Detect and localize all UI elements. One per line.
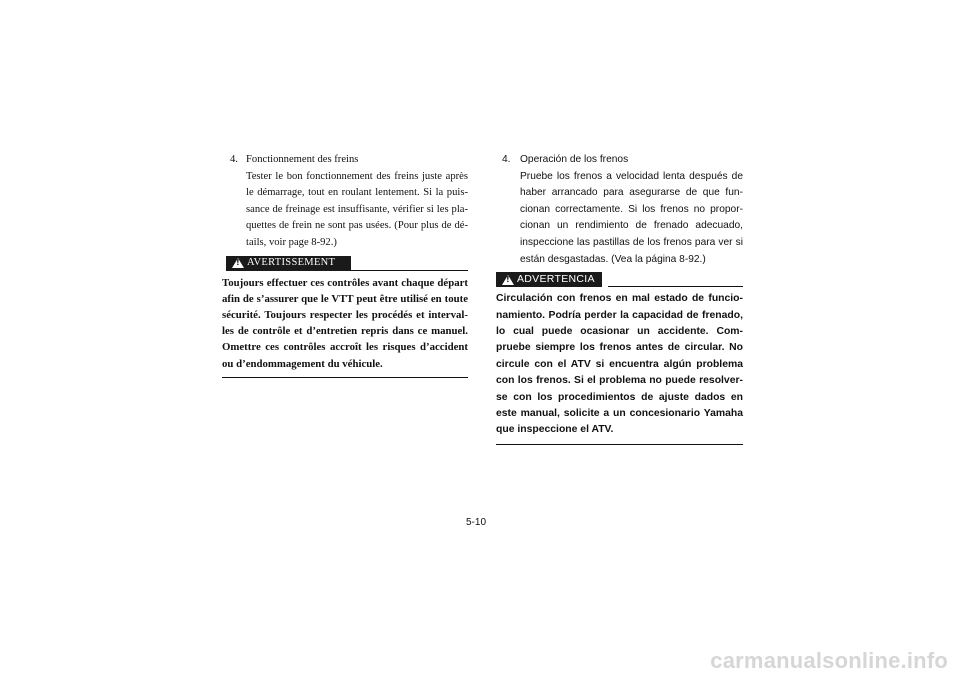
step-body: Pruebe los frenos a velocidad lenta después de haber arrancado para asegurarse de que funcionan correctamente. Si los frenos no proporcionan un rendimiento de frenado adecuado, inspeccione las pastillas de los frenos para ver si están desgastadas. (Vea la página 8-92.): [520, 170, 743, 265]
step-item: [222, 152, 468, 252]
page-number: 5-10: [466, 517, 487, 528]
warning-label: AVERTISSEMENT: [247, 256, 336, 268]
step-number: 4.: [230, 154, 238, 165]
warning-header: [222, 256, 468, 273]
step-number: 4.: [502, 154, 511, 165]
warning-rule: [608, 286, 743, 287]
warning-badge: [496, 272, 602, 287]
step-title: Operación de los frenos: [520, 154, 629, 165]
warning-end-rule: [496, 444, 743, 445]
warning-text: Toujours effectuer ces contrôles avant chaque départ afin de s’assurer que le VTT peut être utilisé en toute sécurité. Toujours respecter les procédés et intervalles de contrôle et d’entretien repris dans ce manuel. Omettre ces contrôles accroît les risques d’accident ou d’endommagement du véhicule.: [222, 276, 468, 370]
warning-triangle-icon: [232, 258, 244, 268]
warning-text: Circulación con frenos en mal estado de funcionamiento. Podría perder la capacidad de frenado, lo cual puede ocasionar un accidente. Compruebe siempre los frenos antes de circular. No circule con el ATV si encuentra algún problema con los frenos. Si el problema no puede resolverse con los procedimientos de ajuste dados en este manual, solicite a un concesionario Yamaha que inspeccione el ATV.: [496, 293, 743, 436]
warning-badge: [226, 256, 351, 271]
warning-rule: [350, 270, 468, 271]
spanish-column: [496, 152, 743, 445]
warning-header: [496, 272, 743, 289]
warning-end-rule: [222, 377, 468, 378]
step-title: Fonctionnement des freins: [246, 154, 359, 165]
watermark: carmanualsonline.info: [710, 648, 948, 673]
step-item: [496, 152, 743, 268]
warning-triangle-icon: [502, 275, 514, 285]
french-column: [222, 152, 468, 378]
step-body: Tester le bon fonctionnement des freins juste après le démarrage, tout en roulant lentement. Si la puissance de freinage est insuffisante, vérifier si les plaquettes de frein ne sont pas usées. (Pour plus de détails, voir page 8-92.): [246, 170, 468, 248]
warning-label: ADVERTENCIA: [517, 273, 595, 286]
